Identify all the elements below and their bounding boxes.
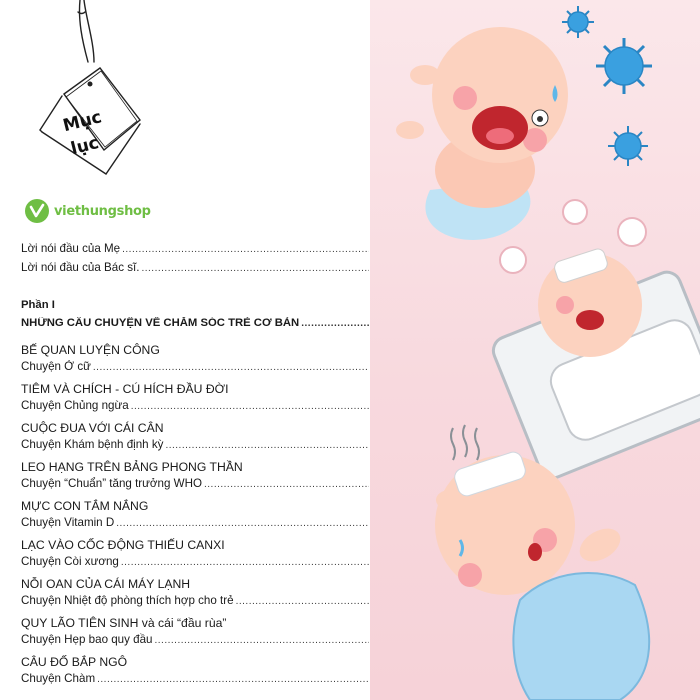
leader-dots — [131, 401, 369, 413]
section-heading: LẠC VÀO CỐC ĐỘNG THIẾU CANXI — [21, 538, 225, 552]
hanging-tag — [28, 0, 158, 190]
part-title[interactable] — [21, 317, 369, 339]
part-label: Phần I — [21, 299, 55, 311]
toc-entry-label: Chuyện Chủng ngừa — [21, 399, 129, 412]
toc-section — [21, 616, 369, 651]
svg-text:lục: lục — [68, 133, 101, 160]
leader-dots — [121, 557, 369, 569]
toc-entry[interactable] — [21, 242, 369, 261]
leader-dots — [122, 244, 369, 256]
section-heading: BẾ QUAN LUYỆN CÔNG — [21, 343, 160, 357]
brand-logo[interactable] — [24, 198, 151, 224]
toc-entry-label: Chuyện “Chuẩn” tăng trưởng WHO — [21, 477, 202, 490]
leader-dots — [204, 479, 369, 491]
leader-dots — [97, 674, 369, 686]
toc-entry-label: Chuyện Chàm — [21, 672, 96, 685]
toc-entry[interactable] — [21, 594, 369, 612]
toc-entry[interactable] — [21, 477, 369, 495]
toc-section — [21, 343, 369, 378]
toc-entry[interactable] — [21, 516, 369, 534]
section-heading: LEO HẠNG TRÊN BẢNG PHONG THẦN — [21, 460, 243, 474]
toc-entry-label: Chuyện Nhiệt độ phòng thích hợp cho trẻ — [21, 594, 234, 607]
toc-entry-label: Chuyện Vitamin D — [21, 516, 115, 529]
leader-dots — [141, 263, 369, 275]
toc-entry[interactable] — [21, 555, 369, 573]
leader-dots — [155, 635, 370, 647]
toc-section — [21, 499, 369, 534]
toc-entry-label: Chuyện Hẹp bao quy đầu — [21, 633, 153, 646]
viethungshop-leaf-logo-icon — [24, 198, 50, 224]
section-heading: NỖI OAN CỦA CÁI MÁY LẠNH — [21, 577, 191, 591]
section-heading: MỰC CON TẮM NẮNG — [21, 499, 149, 513]
toc-entry[interactable] — [21, 399, 369, 417]
toc-entry-label: Lời nói đầu của Mẹ — [21, 242, 121, 255]
toc-entry-label: Chuyện Ở cữ — [21, 360, 91, 373]
section-heading: CUỘC ĐUA VỚI CÁI CÂN — [21, 421, 164, 435]
crying-baby-icon — [396, 27, 568, 240]
toc-entry[interactable] — [21, 261, 369, 280]
table-of-contents — [21, 242, 369, 690]
illustration-page — [370, 0, 700, 700]
toc-section — [21, 421, 369, 456]
leader-dots — [116, 518, 369, 530]
toc-section — [21, 538, 369, 573]
sick-baby-in-bed-icon — [489, 247, 700, 482]
blanket-icon — [513, 573, 649, 700]
leader-dots — [236, 596, 369, 608]
toc-entry[interactable] — [21, 633, 369, 651]
toc-entry-label: Chuyện Khám bệnh định kỳ — [21, 438, 164, 451]
tag-title — [61, 107, 104, 159]
brand-name: viethungshop — [54, 203, 151, 219]
part-title-text: NHỮNG CÂU CHUYỆN VỀ CHĂM SÓC TRẺ CƠ BẢN — [21, 317, 300, 329]
toc-section — [21, 460, 369, 495]
toc-section — [21, 577, 369, 612]
leader-dots — [301, 318, 369, 330]
toc-entry-label: Chuyện Còi xương — [21, 555, 119, 568]
section-heading: TIÊM VÀ CHÍCH - CÚ HÍCH ĐẦU ĐỜI — [21, 382, 229, 396]
toc-section — [21, 382, 369, 417]
toc-entry[interactable] — [21, 360, 369, 378]
toc-entry-label: Lời nói đầu của Bác sĩ. — [21, 261, 140, 274]
section-heading: QUY LÃO TIÊN SINH và cái “đầu rùa” — [21, 616, 227, 630]
toc-entry[interactable] — [21, 672, 369, 690]
svg-text:Mục: Mục — [61, 107, 104, 137]
section-heading: CÂU ĐỐ BẮP NGÔ — [21, 655, 128, 669]
sick-babies-illustration — [370, 0, 700, 700]
virus-icon — [562, 6, 652, 166]
leader-dots — [165, 440, 369, 452]
toc-section — [21, 655, 369, 690]
toc-entry[interactable] — [21, 438, 369, 456]
leader-dots — [93, 362, 369, 374]
